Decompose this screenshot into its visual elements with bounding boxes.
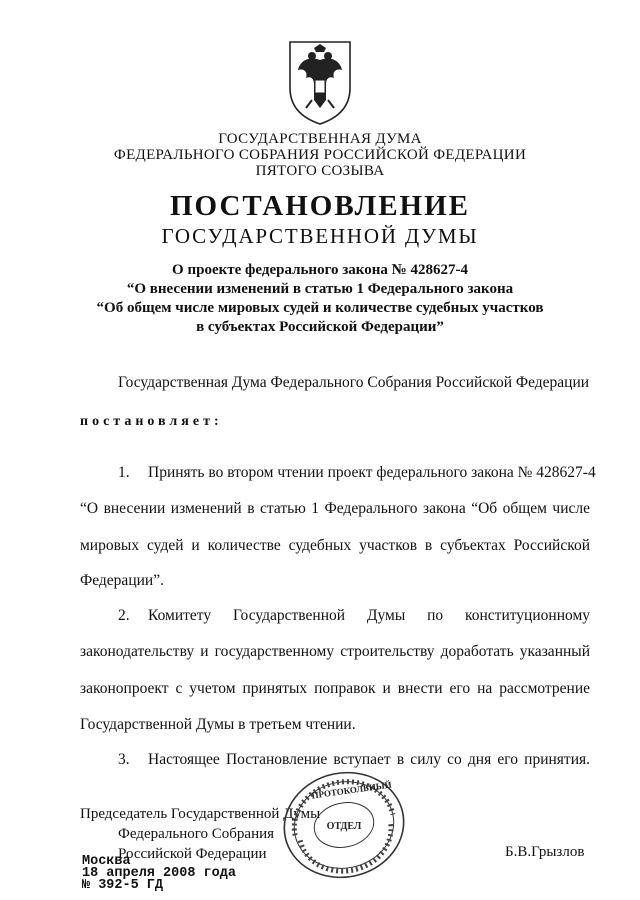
issuer-line-1: ГОСУДАРСТВЕННАЯ ДУМА xyxy=(218,131,422,147)
protocol-department-stamp xyxy=(278,765,410,885)
item-1-line-2: “О внесении изменений в статью 1 Федерального закона “Об общем числе xyxy=(80,500,590,517)
item-1-line-3: мировых судей и количестве судебных участков в субъектах Российской xyxy=(80,537,590,554)
intro-text: Государственная Дума Федерального Собрания Российской Федерации xyxy=(118,374,590,391)
signatory-title-line-2: Федерального Собрания xyxy=(118,826,275,842)
item-3-line-1: Настоящее Постановление вступает в силу со дня его принятия. xyxy=(148,751,590,768)
stamp-center-text: ОТДЕЛ xyxy=(326,821,362,832)
signatory-name: Б.В.Грызлов xyxy=(505,844,585,860)
item-1-number: 1. xyxy=(118,464,130,481)
subject-line-4: в субъектах Российской Федерации” xyxy=(196,319,444,335)
resolves-text: постановляет: xyxy=(80,414,223,429)
state-emblem-icon xyxy=(270,38,370,128)
item-2-line-4: Государственной Думы в третьем чтении. xyxy=(80,716,356,733)
item-2-line-3: законопроект с учетом принятых поправок и внести его на рассмотрение xyxy=(80,680,590,697)
document-title: ПОСТАНОВЛЕНИЕ xyxy=(169,190,470,222)
document-subtitle: ГОСУДАРСТВЕННОЙ ДУМЫ xyxy=(161,224,479,248)
convocation-line: ПЯТОГО СОЗЫВА xyxy=(255,163,385,179)
item-1-line-1: Принять во втором чтении проект федерального закона № 428627-4 xyxy=(148,464,596,481)
subject-line-3: “Об общем числе мировых судей и количестве судебных участков xyxy=(96,300,544,316)
issue-date: 18 апреля 2008 года xyxy=(82,866,236,881)
subject-line-2: “О внесении изменений в статью 1 Федерального закона xyxy=(126,281,514,297)
stamp-ring-text: ПРОТОКОЛЬНЫЙ xyxy=(310,779,393,801)
issue-place: Москва xyxy=(82,854,131,869)
document-number: № 392-5 ГД xyxy=(82,878,164,893)
subject-line-1: О проекте федерального закона № 428627-4 xyxy=(172,262,468,278)
signatory-title-line-1: Председатель Государственной Думы xyxy=(80,806,321,822)
issuer-line-2: ФЕДЕРАЛЬНОГО СОБРАНИЯ РОССИЙСКОЙ ФЕДЕРАЦИИ xyxy=(113,147,527,163)
item-2-line-1: Комитету Государственной Думы по конституционному xyxy=(148,607,590,624)
item-1-line-4: Федерации”. xyxy=(80,572,164,589)
signatory-title-line-3: Российской Федерации xyxy=(118,846,267,862)
item-2-line-2: законодательству и государственному строительству доработать указанный xyxy=(80,643,590,660)
item-3-number: 3. xyxy=(118,751,130,768)
item-2-number: 2. xyxy=(118,607,130,624)
